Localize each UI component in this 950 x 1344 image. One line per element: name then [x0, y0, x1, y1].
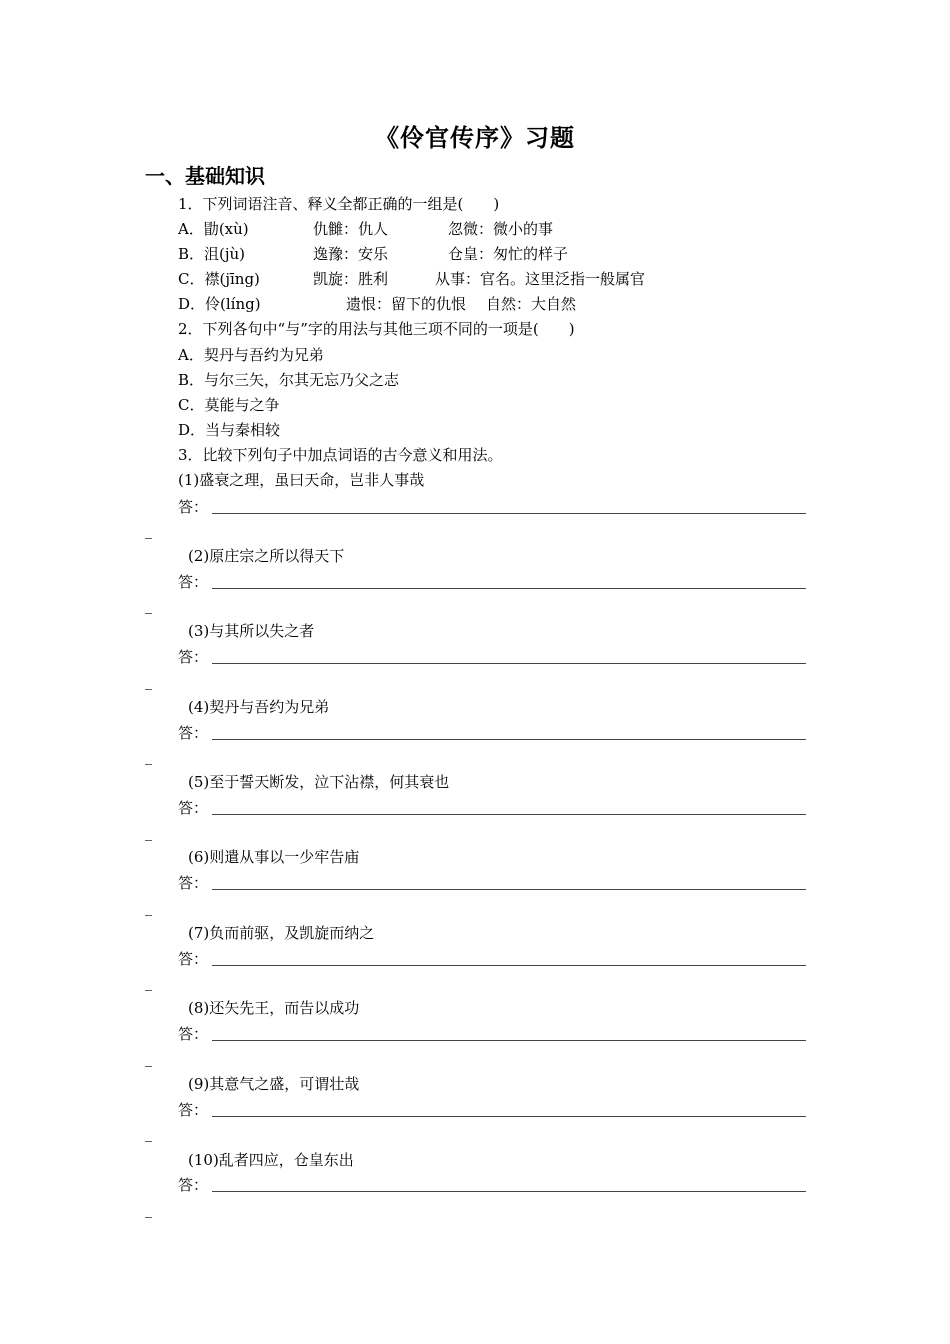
answer-label: 答： [178, 573, 209, 591]
q1-option-d-def1: 遗恨：留下的仇恨 [346, 295, 467, 313]
q1-option-a-def1: 仇雠：仇人 [313, 220, 389, 238]
answer-label: 答： [178, 1176, 209, 1194]
q2-option-c: C．莫能与之争 [178, 396, 280, 414]
q1-option-c-def1: 凯旋：胜利 [313, 270, 389, 288]
q3-item-3: (3)与其所以失之者 [188, 622, 315, 640]
answer-label: 答： [178, 799, 209, 817]
q3-item-4: (4)契丹与吾约为兄弟 [188, 698, 330, 716]
q1-option-c-word: C．襟(jīng) [178, 270, 260, 288]
q1-option-d-word: D．伶(líng) [178, 295, 261, 313]
dash-mark [145, 764, 152, 765]
answer-line [212, 588, 806, 589]
dash-mark [145, 1066, 152, 1067]
q1-option-b-def2: 仓皇：匆忙的样子 [448, 245, 569, 263]
q3-answer-10[interactable] [178, 1174, 806, 1196]
q3-answer-6[interactable] [178, 872, 806, 894]
q3-answer-8[interactable] [178, 1023, 806, 1045]
q3-answer-5[interactable] [178, 797, 806, 819]
dash-mark [145, 689, 152, 690]
q1-option-b-word: B．沮(jù) [178, 245, 246, 263]
q3-item-5: (5)至于誓天断发，泣下沾襟，何其衰也 [188, 773, 450, 791]
q1-option-b-def1: 逸豫：安乐 [313, 245, 389, 263]
q3-item-1: (1)盛衰之理，虽曰天命，岂非人事哉 [178, 471, 425, 489]
q3-item-7: (7)负而前驱，及凯旋而纳之 [188, 924, 375, 942]
q3-stem: 3．比较下列句子中加点词语的古今意义和用法。 [178, 446, 503, 464]
section-title: 一、基础知识 [145, 164, 265, 188]
q3-item-6: (6)则遣从事以一少牢告庙 [188, 848, 360, 866]
answer-line [212, 1040, 806, 1041]
q3-answer-2[interactable] [178, 571, 806, 593]
dash-mark [145, 613, 152, 614]
q3-item-2: (2)原庄宗之所以得天下 [188, 547, 345, 565]
dash-mark [145, 1141, 152, 1142]
q3-answer-7[interactable] [178, 948, 806, 970]
q1-stem: 1．下列词语注音、释义全都正确的一组是( ) [178, 195, 500, 213]
q1-option-b [178, 243, 568, 265]
answer-label: 答： [178, 874, 209, 892]
answer-line [212, 739, 806, 740]
dash-mark [145, 1217, 152, 1218]
q1-option-a-word: A．勖(xù) [178, 220, 249, 238]
q2-option-a: A．契丹与吾约为兄弟 [178, 346, 324, 364]
answer-line [212, 814, 806, 815]
answer-line [212, 663, 806, 664]
dash-mark [145, 840, 152, 841]
q3-item-10: (10)乱者四应，仓皇东出 [188, 1151, 354, 1169]
answer-label: 答： [178, 1025, 209, 1043]
q2-option-d: D．当与秦相较 [178, 421, 281, 439]
q1-option-a [178, 218, 553, 240]
q3-item-8: (8)还矢先王，而告以成功 [188, 999, 360, 1017]
q3-answer-3[interactable] [178, 646, 806, 668]
q1-option-d-def2: 自然：大自然 [486, 295, 577, 313]
answer-line [212, 965, 806, 966]
q1-option-d [178, 293, 576, 315]
answer-label: 答： [178, 950, 209, 968]
dash-mark [145, 538, 152, 539]
q2-option-b: B．与尔三矢，尔其无忘乃父之志 [178, 371, 400, 389]
answer-line [212, 513, 806, 514]
q1-option-a-def2: 忽微：微小的事 [448, 220, 554, 238]
q3-answer-1[interactable] [178, 496, 806, 518]
q1-option-c-def2: 从事：官名。这里泛指一般属官 [435, 270, 646, 288]
q2-stem: 2．下列各句中“与”字的用法与其他三项不同的一项是( ) [178, 320, 575, 338]
answer-line [212, 1191, 806, 1192]
q1-option-c [178, 268, 645, 290]
q3-answer-4[interactable] [178, 722, 806, 744]
answer-label: 答： [178, 648, 209, 666]
answer-line [212, 1116, 806, 1117]
answer-label: 答： [178, 498, 209, 516]
page-title: 《伶官传序》习题 [375, 124, 575, 152]
answer-label: 答： [178, 724, 209, 742]
q3-item-9: (9)其意气之盛，可谓壮哉 [188, 1075, 360, 1093]
q3-answer-9[interactable] [178, 1099, 806, 1121]
answer-line [212, 889, 806, 890]
dash-mark [145, 990, 152, 991]
answer-label: 答： [178, 1101, 209, 1119]
dash-mark [145, 915, 152, 916]
